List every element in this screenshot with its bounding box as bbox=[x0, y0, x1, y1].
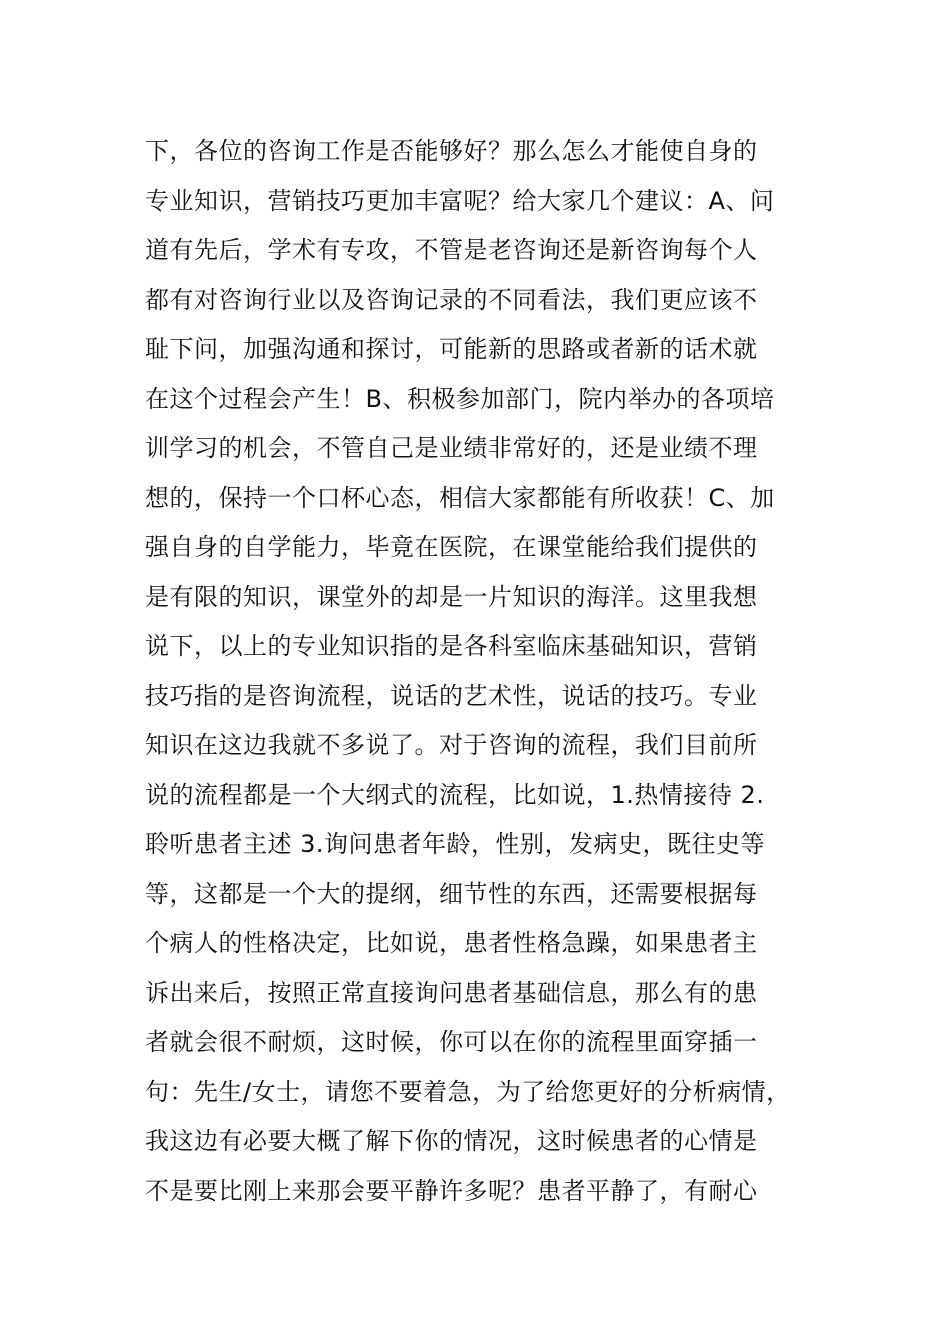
text-line: 聆听患者主述 3.询问患者年龄，性别，发病史，既往史等 bbox=[145, 830, 766, 858]
text-line: 下，各位的咨询工作是否能够好？那么怎么才能使自身的 bbox=[145, 137, 758, 165]
text-line: 说下，以上的专业知识指的是各科室临床基础知识，营销 bbox=[145, 632, 758, 660]
text-line: 强自身的自学能力，毕竟在医院，在课堂能给我们提供的 bbox=[145, 533, 758, 561]
text-line: 不是要比刚上来那会要平静许多呢？患者平静了，有耐心 bbox=[145, 1176, 758, 1205]
text-line: 专业知识，营销技巧更加丰富呢？给大家几个建议：A、问 bbox=[145, 186, 775, 215]
text-line: 知识在这边我就不多说了。对于咨询的流程，我们目前所 bbox=[145, 731, 758, 759]
text-line: 说的流程都是一个大纲式的流程，比如说，1.热情接待 2. bbox=[145, 780, 765, 809]
body-text bbox=[145, 127, 815, 1216]
text-line: 是有限的知识，课堂外的却是一片知识的海洋。这里我想 bbox=[145, 582, 758, 611]
text-line: 道有先后，学术有专攻，不管是老咨询还是新咨询每个人 bbox=[145, 236, 758, 264]
text-line: 想的，保持一个口杯心态，相信大家都能有所收获！C、加 bbox=[145, 483, 775, 512]
text-line: 句：先生/女士，请您不要着急，为了给您更好的分析病情， bbox=[145, 1077, 791, 1106]
text-line: 训学习的机会，不管自己是业绩非常好的，还是业绩不理 bbox=[145, 434, 758, 462]
text-line: 我这边有必要大概了解下你的情况，这时候患者的心情是 bbox=[145, 1127, 758, 1155]
text-line: 都有对咨询行业以及咨询记录的不同看法，我们更应该不 bbox=[145, 285, 758, 314]
text-line: 个病人的性格决定，比如说，患者性格急躁，如果患者主 bbox=[145, 929, 758, 957]
text-line: 技巧指的是咨询流程，说话的艺术性，说话的技巧。专业 bbox=[145, 681, 758, 710]
text-line: 诉出来后，按照正常直接询问患者基础信息，那么有的患 bbox=[145, 978, 758, 1007]
text-line: 耻下问，加强沟通和探讨，可能新的思路或者新的话术就 bbox=[145, 335, 758, 363]
text-line: 在这个过程会产生！B、积极参加部门，院内举办的各项培 bbox=[145, 384, 775, 413]
text-line: 者就会很不耐烦，这时候，你可以在你的流程里面穿插一 bbox=[145, 1028, 758, 1056]
text-line: 等，这都是一个大的提纲，细节性的东西，还需要根据每 bbox=[145, 879, 758, 908]
